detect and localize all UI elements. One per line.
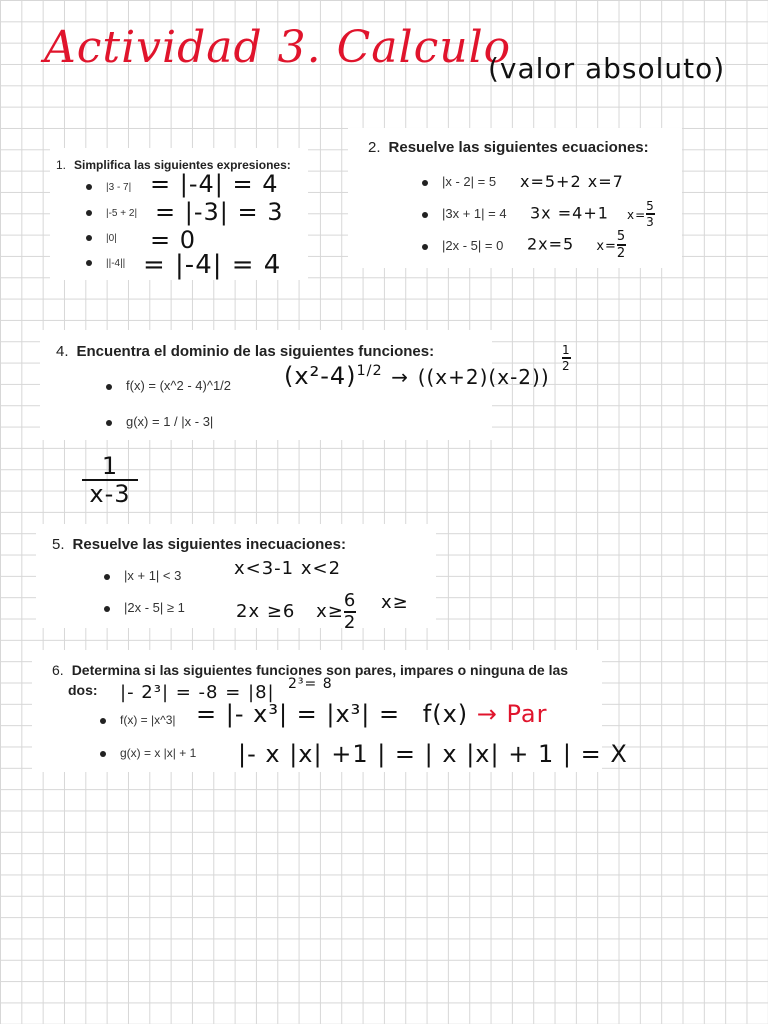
section-1-item: |0| [86, 233, 117, 244]
section-6-heading-cont: dos: [68, 682, 98, 698]
handwritten-answer: = |-4| = 4 [150, 170, 279, 198]
section-1-item: ||-4|| [86, 258, 125, 269]
handwritten-answer: 2x ≥6 x≥ $\frac{6}{2}$ x≥ [236, 590, 409, 633]
handwritten-answer: = 0 [150, 226, 197, 254]
handwritten-note: |- 2³| = -8 = |8| [120, 682, 275, 703]
section-5-item: |x + 1| < 3 [104, 568, 181, 583]
page-subtitle: (valor absoluto) [488, 52, 726, 85]
section-2-item: |x - 2| = 5 [422, 174, 496, 189]
section-4-item: g(x) = 1 / |x - 3| [106, 414, 213, 429]
section-6-item: g(x) = x |x| + 1 [100, 746, 196, 760]
section-4-item: f(x) = (x^2 - 4)^1/2 [106, 378, 231, 393]
section-1-item: |-5 + 2| [86, 208, 137, 219]
handwritten-answer: x=5+2 x=7 [520, 172, 624, 191]
handwritten-answer: = |-4| = 4 [143, 250, 282, 280]
handwritten-note: 2³= 8 [288, 676, 333, 692]
handwritten-answer: 2x=5 x= $\frac{5}{2}$ [527, 229, 627, 261]
handwritten-fraction: 1 2 [562, 343, 571, 373]
section-1-item: |3 - 7| [86, 182, 131, 193]
section-4-heading: 4. Encuentra el dominio de las siguientes funciones: [56, 343, 435, 360]
section-2-item: |2x - 5| = 0 [422, 238, 503, 253]
handwritten-fraction: $\frac{6}{2}$ [343, 590, 357, 633]
handwritten-answer: $(x^2-4)^{1/2} \to ((x+2)(x-2))$ [284, 362, 550, 390]
handwritten-answer: = |- x³| = |x³| = f(x) → Par [196, 700, 548, 728]
handwritten-answer: x<3-1 x<2 [234, 558, 342, 579]
section-6-item: f(x) = |x^3| [100, 713, 176, 727]
handwritten-fraction: $\frac{5}{2}$ [616, 229, 627, 261]
section-5-heading: 5. Resuelve las siguientes inecuaciones: [52, 536, 346, 553]
section-2-item: |3x + 1| = 4 [422, 206, 507, 221]
section-5-item: |2x - 5| ≥ 1 [104, 600, 185, 615]
section-6-heading: 6. Determina si las siguientes funciones son pares, impares o ninguna de las [52, 662, 569, 678]
handwritten-answer: = |-3| = 3 [155, 198, 284, 226]
handwritten-fraction: $\frac{5}{3}$ [646, 199, 655, 229]
handwritten-answer: 3x =4+1 x= $\frac{5}{3}$ [530, 199, 655, 229]
page-title: Actividad 3. Calculo [44, 22, 512, 73]
section-1-heading: 1. Simplifica las siguientes expresiones: [56, 158, 291, 172]
handwritten-answer: |- x |x| +1 | = | x |x| + 1 | = X [238, 740, 628, 768]
handwritten-fraction: 1 x-3 [82, 454, 138, 506]
section-2-heading: 2. Resuelve las siguientes ecuaciones: [368, 139, 649, 156]
section-2-card [348, 128, 682, 268]
arrow-icon: → [391, 365, 410, 389]
